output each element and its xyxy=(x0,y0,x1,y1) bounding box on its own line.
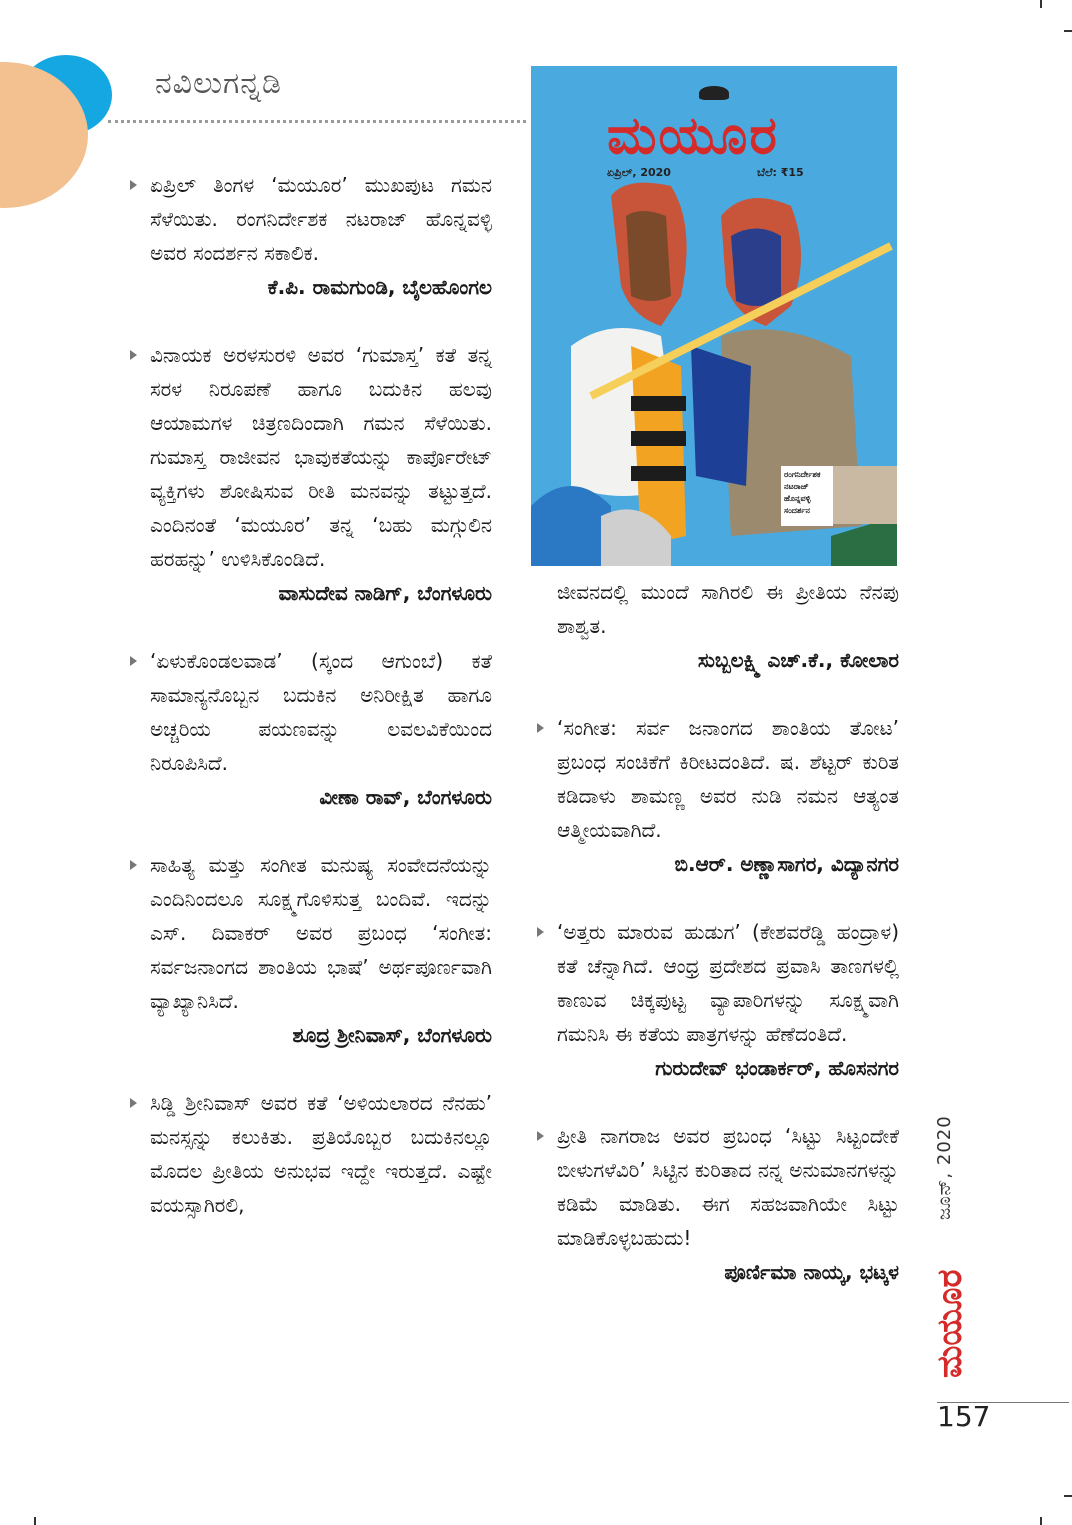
bullet-arrow-icon xyxy=(130,1098,137,1108)
letter-signature: ವಾಸುದೇವ ನಾಡಿಗ್, ಬೆಂಗಳೂರು xyxy=(278,581,492,605)
letter xyxy=(537,1119,899,1289)
letter-signature: ಕೆ.ಪಿ. ರಾಮಗುಂಡಿ, ಬೈಲಹೊಂಗಲ xyxy=(267,275,492,299)
bullet-arrow-icon xyxy=(130,180,137,190)
letter-signature: ಗುರುದೇವ್ ಭಂಡಾರ್ಕರ್, ಹೊಸನಗರ xyxy=(655,1056,899,1080)
letter-continued xyxy=(537,575,899,677)
cover-inset-photo xyxy=(833,466,897,524)
page-number: 157 xyxy=(937,1400,991,1433)
letter xyxy=(130,848,492,1052)
bullet-arrow-icon xyxy=(537,723,544,733)
letter-text: ‘ಅತ್ತರು ಮಾರುವ ಹುಡುಗ’ (ಕೇಶವರೆಡ್ಡಿ ಹಂದ್ರಾಳ) ಕತೆ ಚೆನ್ನಾಗಿದೆ. ಆಂಧ್ರ ಪ್ರದೇಶದ ಪ್ರವಾಸಿ ತಾಣಗಳಲ್ಲಿ ಕಾಣುವ ಚಿಕ್ಕಪುಟ್ಟ ವ್ಯಾಪಾರಿಗಳನ್ನು ಸೂಕ್ಷ್ಮವಾಗಿ ಗಮನಿಸಿ ಈ ಕತೆಯ ಪಾತ್ರಗಳನ್ನು ಹೆಣೆದಂತಿದೆ. xyxy=(557,920,899,1046)
letter-text: ಜೀವನದಲ್ಲಿ ಮುಂದೆ ಸಾಗಿರಲಿ ಈ ಪ್ರೀತಿಯ ನೆನಪು ಶಾಶ್ವತ. xyxy=(557,580,899,638)
bullet-arrow-icon xyxy=(537,1131,544,1141)
bullet-arrow-icon xyxy=(537,927,544,937)
cover-peacock-icon xyxy=(699,86,729,100)
crop-mark xyxy=(1040,1517,1042,1525)
letter-signature: ವೀಣಾ ರಾವ್, ಬೆಂಗಳೂರು xyxy=(319,785,492,809)
section-title: ನವಿಲುಗನ್ನಡಿ xyxy=(155,66,282,101)
letter-signature: ಬಿ.ಆರ್. ಅಣ್ಣಾಸಾಗರ, ವಿದ್ಯಾನಗರ xyxy=(674,852,899,876)
dotted-divider xyxy=(108,120,526,123)
letter xyxy=(130,338,492,610)
letter-signature: ಸುಬ್ಬಲಕ್ಷ್ಮಿ ಎಚ್.ಕೆ., ಕೋಲಾರ xyxy=(697,648,899,672)
crop-mark xyxy=(34,1517,36,1525)
left-column xyxy=(130,168,492,1222)
cover-logo: ಮಯೂರ xyxy=(607,106,779,166)
letter xyxy=(537,711,899,881)
letter xyxy=(130,168,492,304)
letter-text: ವಿನಾಯಕ ಅರಳಸುರಳಿ ಅವರ ‘ಗುಮಾಸ್ತ’ ಕತೆ ತನ್ನ ಸರಳ ನಿರೂಪಣೆ ಹಾಗೂ ಬದುಕಿನ ಹಲವು ಆಯಾಮಗಳ ಚಿತ್ರಣದಿಂದಾಗಿ ಗಮನ ಸೆಳೆಯಿತು. ಗುಮಾಸ್ತ ರಾಜೀವನ ಭಾವುಕತೆಯನ್ನು ಕಾರ್ಪೊರೇಟ್ ವ್ಯಕ್ತಿಗಳು ಶೋಷಿಸುವ ರೀತಿ ಮನವನ್ನು ತಟ್ಟುತ್ತದೆ. ಎಂದಿನಂತೆ ‘ಮಯೂರ’ ತನ್ನ ‘ಬಹು ಮಗ್ಗುಲಿನ ಹರಹನ್ನು’ ಉಳಿಸಿಕೊಂಡಿದೆ. xyxy=(150,343,492,571)
letter xyxy=(130,1086,492,1222)
crop-mark xyxy=(1040,0,1042,8)
letter xyxy=(130,644,492,814)
letter-text: ಏಪ್ರಿಲ್ ತಿಂಗಳ ‘ಮಯೂರ’ ಮುಖಪುಟ ಗಮನ ಸೆಳೆಯಿತು. ರಂಗನಿರ್ದೇಶಕ ನಟರಾಜ್ ಹೊನ್ನವಳ್ಳಿ ಅವರ ಸಂದರ್ಶನ ಸಕಾಲಿಕ. xyxy=(150,173,492,265)
letter-signature: ಪೂರ್ಣಿಮಾ ನಾಯ್ಕ, ಭಟ್ಕಳ xyxy=(724,1260,899,1284)
crop-mark xyxy=(1064,30,1072,32)
bullet-arrow-icon xyxy=(130,860,137,870)
cover-date: ಏಪ್ರಿಲ್, 2020 xyxy=(607,166,671,179)
letter-text: ಪ್ರೀತಿ ನಾಗರಾಜ ಅವರ ಪ್ರಬಂಧ ‘ಸಿಟ್ಟು ಸಿಟ್ಟಂದೇಕೆ ಬೀಳುಗಳೆವಿರಿ’ ಸಿಟ್ಟಿನ ಕುರಿತಾದ ನನ್ನ ಅನುಮಾನಗಳನ್ನು ಕಡಿಮೆ ಮಾಡಿತು. ಈಗ ಸಹಜವಾಗಿಯೇ ಸಿಟ್ಟು ಮಾಡಿಕೊಳ್ಳಬಹುದು! xyxy=(557,1124,899,1250)
cover-price: ಬೆಲೆ: ₹15 xyxy=(757,166,804,179)
bullet-arrow-icon xyxy=(130,656,137,666)
right-column xyxy=(537,575,899,1289)
letter-signature: ಶೂದ್ರ ಶ್ರೀನಿವಾಸ್, ಬೆಂಗಳೂರು xyxy=(292,1023,492,1047)
letter-text: ‘ಏಳುಕೊಂಡಲವಾಡ’ (ಸ್ಕಂದ ಆಗುಂಬೆ) ಕತೆ ಸಾಮಾನ್ಯನೊಬ್ಬನ ಬದುಕಿನ ಅನಿರೀಕ್ಷಿತ ಹಾಗೂ ಅಚ್ಚರಿಯ ಪಯಣವನ್ನು ಲವಲವಿಕೆಯಿಂದ ನಿರೂಪಿಸಿದೆ. xyxy=(150,649,492,775)
crop-mark xyxy=(1064,1495,1072,1497)
cover-inset-label: ರಂಗನಿರ್ದೇಶಕ ನಟರಾಜ್ ಹೊನ್ನವಳ್ಳಿ ಸಂದರ್ಶನ xyxy=(781,466,833,526)
letter-text: ಸಾಹಿತ್ಯ ಮತ್ತು ಸಂಗೀತ ಮನುಷ್ಯ ಸಂವೇದನೆಯನ್ನು ಎಂದಿನಿಂದಲೂ ಸೂಕ್ಷ್ಮಗೊಳಿಸುತ್ತ ಬಂದಿವೆ. ಇದನ್ನು ಎಸ್. ದಿವಾಕರ್ ಅವರ ಪ್ರಬಂಧ ‘ಸಂಗೀತ: ಸರ್ವಜನಾಂಗದ ಶಾಂತಿಯ ಭಾಷೆ’ ಅರ್ಥಪೂರ್ಣವಾಗಿ ವ್ಯಾಖ್ಯಾನಿಸಿದೆ. xyxy=(150,853,492,1013)
magazine-cover-image xyxy=(531,66,897,566)
letter-text: ಸಿಡ್ಡಿ ಶ್ರೀನಿವಾಸ್ ಅವರ ಕತೆ ‘ಅಳಿಯಲಾರದ ನೆನಹು’ ಮನಸ್ಸನ್ನು ಕಲುಕಿತು. ಪ್ರತಿಯೊಬ್ಬರ ಬದುಕಿನಲ್ಲೂ ಮೊದಲ ಪ್ರೀತಿಯ ಅನುಭವ ಇದ್ದೇ ಇರುತ್ತದೆ. ಎಷ್ಟೇ ವಯಸ್ಸಾಗಿರಲಿ, xyxy=(150,1091,492,1217)
bullet-arrow-icon xyxy=(130,350,137,360)
issue-date-vertical: ಜೂನ್, 2020 xyxy=(934,1115,955,1220)
letter-text: ‘ಸಂಗೀತ: ಸರ್ವ ಜನಾಂಗದ ಶಾಂತಿಯ ತೋಟ’ ಪ್ರಬಂಧ ಸಂಚಿಕೆಗೆ ಕಿರೀಟದಂತಿದೆ. ಷ. ಶೆಟ್ಟರ್ ಕುರಿತ ಕಡಿದಾಳು ಶಾಮಣ್ಣ ಅವರ ನುಡಿ ನಮನ ಆತ್ಯಂತ ಆತ್ಮೀಯವಾಗಿದೆ. xyxy=(557,716,899,842)
magazine-logo-vertical: ಮಯೂರ xyxy=(930,1269,970,1378)
letter xyxy=(537,915,899,1085)
